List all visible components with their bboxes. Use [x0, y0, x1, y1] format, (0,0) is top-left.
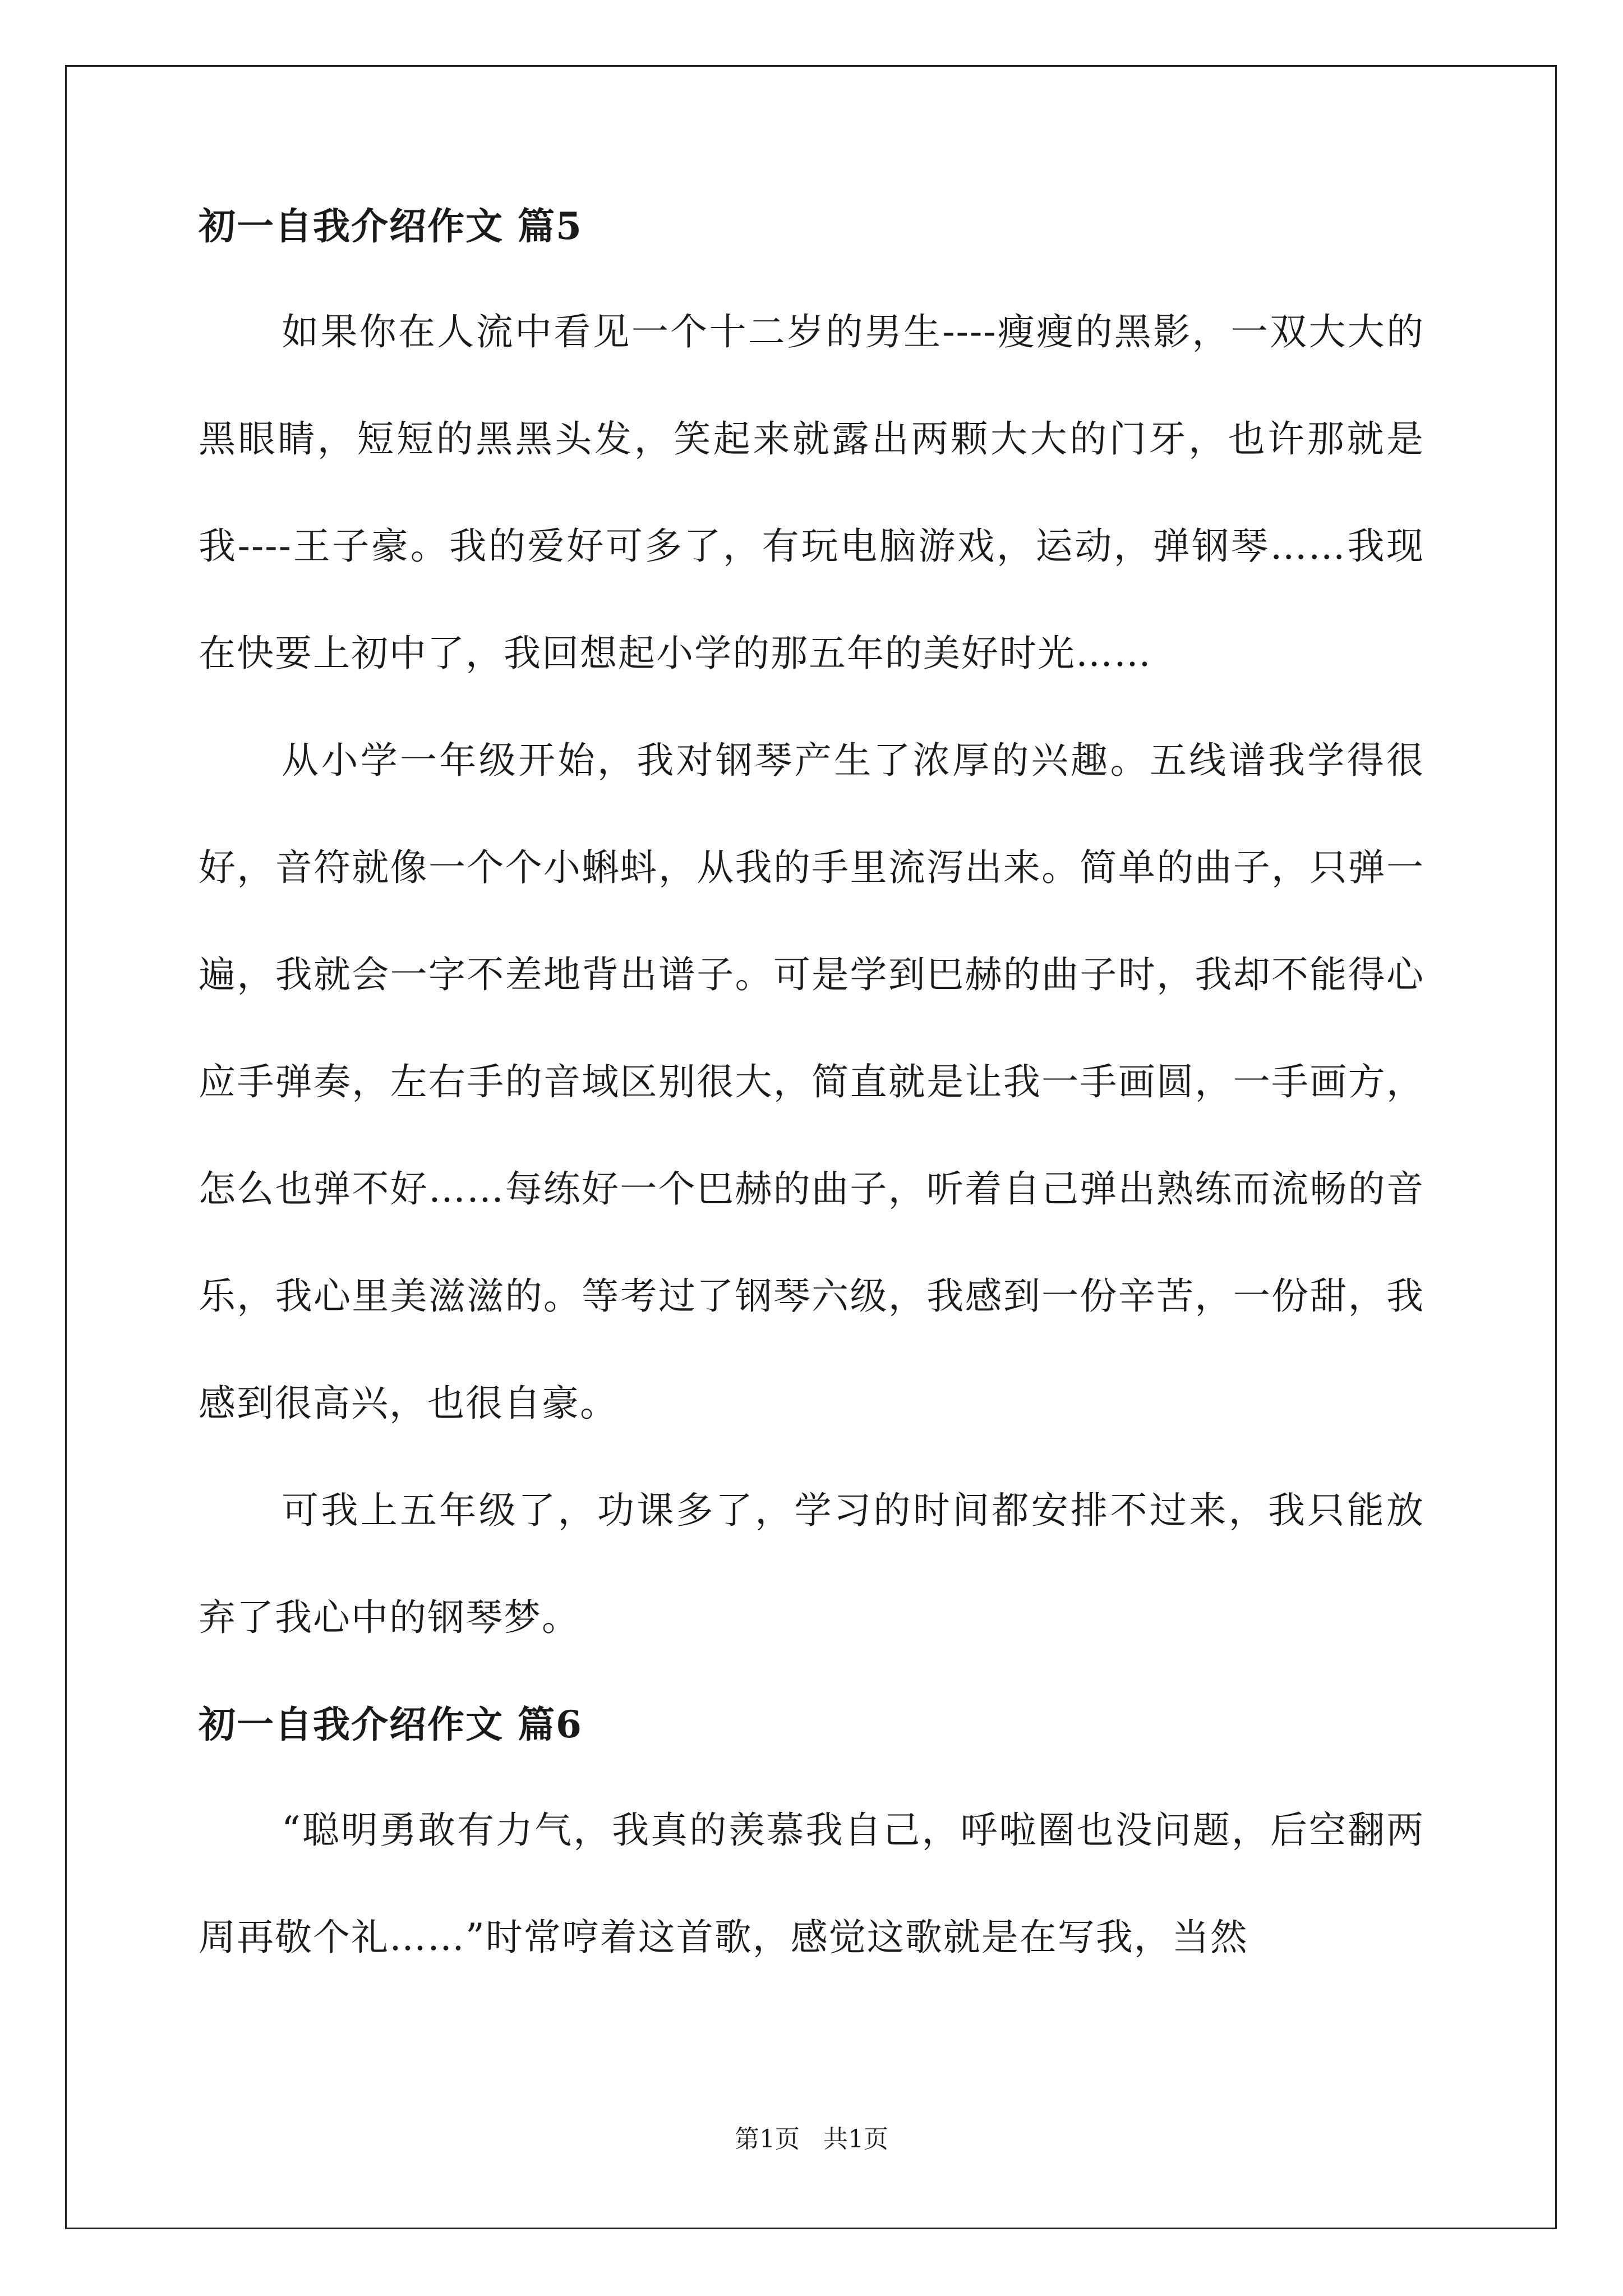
section-6-heading: 初一自我介绍作文 篇6 — [199, 1703, 583, 1746]
section-5-heading: 初一自我介绍作文 篇5 — [199, 204, 583, 248]
section-5-paragraph-3: 可我上五年级了，功课多了，学习的时间都安排不过来，我只能放弃了我心中的钢琴梦。 — [199, 1489, 1424, 1639]
section-5-paragraph-1: 如果你在人流中看见一个十二岁的男生----瘦瘦的黑影，一双大大的黑眼睛，短短的黑黑头发，笑起来就露出两颗大大的门牙，也许那就是我----王子豪。我的爱好可多了，有玩电脑游戏，运动，弹钢琴……我现在快要上初中了，我回想起小学的那五年的美好时光…… — [199, 310, 1424, 675]
document-body — [199, 204, 1424, 1991]
section-6-paragraph-1: “聪明勇敢有力气，我真的羡慕我自己，呼啦圈也没问题，后空翻两周再敬个礼……”时常哼着这首歌，感觉这歌就是在写我，当然 — [199, 1809, 1424, 1959]
page-number-footer: 第1页 共1页 — [735, 2125, 888, 2154]
section-5-paragraph-2: 从小学一年级开始，我对钢琴产生了浓厚的兴趣。五线谱我学得很好，音符就像一个个小蝌蚪，从我的手里流泻出来。简单的曲子，只弹一遍，我就会一字不差地背出谱子。可是学到巴赫的曲子时，我却不能得心应手弹奏，左右手的音域区别很大，简直就是让我一手画圆，一手画方，怎么也弹不好……每练好一个巴赫的曲子，听着自己弹出熟练而流畅的音乐，我心里美滋滋的。等考过了钢琴六级，我感到一份辛苦，一份甜，我感到很高兴，也很自豪。 — [199, 739, 1424, 1425]
